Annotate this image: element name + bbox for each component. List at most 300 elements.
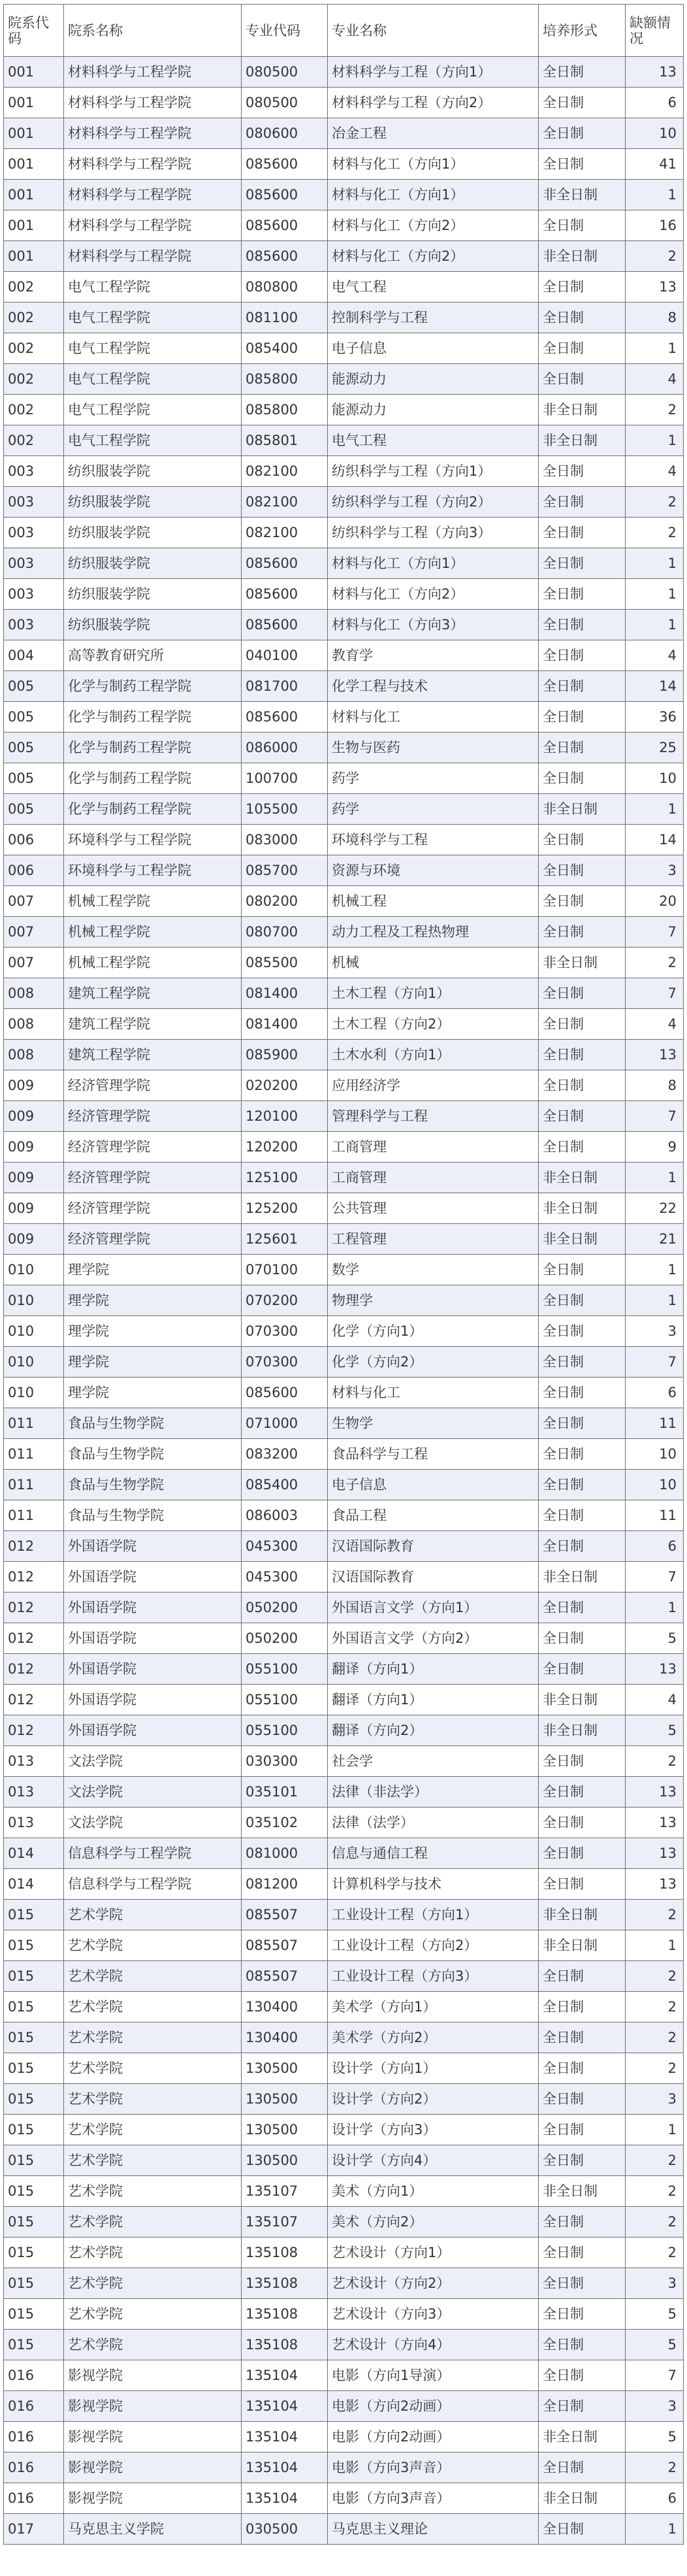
vacancy-cell: 7 [626,978,684,1009]
dept-code-cell: 002 [4,303,64,333]
dept-code-cell: 003 [4,579,64,610]
table-row [4,241,684,272]
study-mode-cell: 全日制 [539,2023,626,2053]
vacancy-cell: 2 [626,2145,684,2176]
study-mode-cell: 非全日制 [539,180,626,210]
study-mode-cell: 非全日制 [539,241,626,272]
major-name-cell: 电影（方向3声音） [328,2452,539,2483]
major-code-cell: 085600 [242,579,328,610]
major-code-cell: 135104 [242,2360,328,2391]
study-mode-cell: 全日制 [539,1654,626,1685]
vacancy-cell: 41 [626,149,684,180]
major-name-cell: 生物学 [328,1408,539,1439]
vacancy-cell: 2 [626,2207,684,2237]
dept-name-cell: 化学与制药工程学院 [64,671,242,702]
dept-code-cell: 002 [4,425,64,456]
dept-name-cell: 理学院 [64,1316,242,1347]
dept-name-cell: 艺术学院 [64,2207,242,2237]
study-mode-cell: 全日制 [539,671,626,702]
dept-code-cell: 015 [4,2145,64,2176]
table-row [4,456,684,487]
table-row [4,1040,684,1070]
study-mode-cell: 全日制 [539,1961,626,1992]
study-mode-cell: 非全日制 [539,2483,626,2514]
table-row [4,1593,684,1623]
major-code-cell: 045300 [242,1531,328,1562]
major-code-cell: 135104 [242,2483,328,2514]
dept-name-cell: 电气工程学院 [64,303,242,333]
table-row [4,579,684,610]
table-row [4,1255,684,1285]
vacancy-cell: 2 [626,1992,684,2023]
major-code-cell: 085400 [242,1470,328,1500]
major-name-cell: 食品工程 [328,1500,539,1531]
dept-name-cell: 建筑工程学院 [64,1009,242,1040]
vacancy-cell: 6 [626,2483,684,2514]
dept-name-cell: 影视学院 [64,2422,242,2452]
major-name-cell: 法律（法学） [328,1808,539,1838]
vacancy-cell: 8 [626,1070,684,1101]
study-mode-cell: 全日制 [539,1347,626,1378]
major-code-cell: 050200 [242,1593,328,1623]
dept-code-cell: 017 [4,2514,64,2545]
major-code-cell: 081100 [242,303,328,333]
major-name-cell: 美术（方向2） [328,2207,539,2237]
vacancy-cell: 13 [626,57,684,88]
major-name-cell: 数学 [328,1255,539,1285]
major-code-cell: 030300 [242,1746,328,1777]
dept-code-cell: 001 [4,210,64,241]
vacancy-cell: 13 [626,1808,684,1838]
dept-code-cell: 015 [4,2268,64,2299]
table-row [4,364,684,395]
major-name-cell: 外国语言文学（方向1） [328,1593,539,1623]
major-code-cell: 085600 [242,180,328,210]
major-name-cell: 电气工程 [328,425,539,456]
vacancy-cell: 10 [626,118,684,149]
major-name-cell: 翻译（方向1） [328,1654,539,1685]
study-mode-cell: 全日制 [539,1316,626,1347]
dept-code-cell: 001 [4,180,64,210]
study-mode-cell: 全日制 [539,917,626,948]
dept-name-cell: 影视学院 [64,2483,242,2514]
major-name-cell: 药学 [328,763,539,794]
major-code-cell: 045300 [242,1562,328,1593]
dept-code-cell: 003 [4,456,64,487]
major-name-cell: 美术（方向1） [328,2176,539,2207]
vacancy-cell: 2 [626,948,684,978]
table-row [4,2145,684,2176]
major-name-cell: 食品科学与工程 [328,1439,539,1470]
vacancy-cell: 36 [626,702,684,733]
study-mode-cell: 非全日制 [539,1930,626,1961]
vacancy-cell: 2 [626,2176,684,2207]
dept-code-cell: 002 [4,364,64,395]
major-code-cell: 085600 [242,548,328,579]
table-body [4,57,684,2545]
vacancy-cell: 1 [626,794,684,825]
vacancy-cell: 1 [626,1255,684,1285]
major-code-cell: 085600 [242,210,328,241]
vacancy-cell: 2 [626,1900,684,1930]
vacancy-cell: 10 [626,1439,684,1470]
table-row [4,978,684,1009]
dept-name-cell: 艺术学院 [64,1930,242,1961]
study-mode-cell: 全日制 [539,1070,626,1101]
study-mode-cell: 全日制 [539,1500,626,1531]
dept-code-cell: 003 [4,548,64,579]
major-name-cell: 计算机科学与技术 [328,1869,539,1900]
dept-code-cell: 007 [4,886,64,917]
major-code-cell: 080800 [242,272,328,303]
major-code-cell: 130500 [242,2084,328,2115]
table-row [4,855,684,886]
vacancy-cell: 20 [626,886,684,917]
major-code-cell: 083200 [242,1439,328,1470]
vacancy-cell: 5 [626,2330,684,2360]
table-row [4,2115,684,2145]
dept-name-cell: 文法学院 [64,1808,242,1838]
dept-code-cell: 009 [4,1163,64,1193]
study-mode-cell: 全日制 [539,2330,626,2360]
study-mode-cell: 全日制 [539,149,626,180]
major-name-cell: 电气工程 [328,272,539,303]
dept-code-cell: 007 [4,948,64,978]
dept-code-cell: 015 [4,2330,64,2360]
vacancy-cell: 13 [626,1838,684,1869]
header-dept-code: 院系代码 [4,5,64,57]
dept-code-cell: 008 [4,978,64,1009]
vacancy-cell: 1 [626,180,684,210]
major-name-cell: 法律（非法学） [328,1777,539,1808]
major-code-cell: 085400 [242,333,328,364]
major-code-cell: 085700 [242,855,328,886]
study-mode-cell: 全日制 [539,1593,626,1623]
table-row [4,2391,684,2422]
dept-name-cell: 艺术学院 [64,2176,242,2207]
vacancy-cell: 2 [626,1746,684,1777]
major-name-cell: 艺术设计（方向4） [328,2330,539,2360]
study-mode-cell: 全日制 [539,2391,626,2422]
vacancy-cell: 4 [626,1685,684,1715]
major-code-cell: 105500 [242,794,328,825]
study-mode-cell: 全日制 [539,2237,626,2268]
table-row [4,1808,684,1838]
major-code-cell: 085600 [242,702,328,733]
table-row [4,2422,684,2452]
dept-name-cell: 高等教育研究所 [64,640,242,671]
major-code-cell: 130500 [242,2145,328,2176]
major-code-cell: 135108 [242,2330,328,2360]
study-mode-cell: 全日制 [539,886,626,917]
study-mode-cell: 全日制 [539,2299,626,2330]
dept-code-cell: 009 [4,1193,64,1224]
dept-code-cell: 012 [4,1623,64,1654]
major-code-cell: 085507 [242,1900,328,1930]
header-major-code: 专业代码 [242,5,328,57]
dept-name-cell: 艺术学院 [64,2330,242,2360]
study-mode-cell: 全日制 [539,1040,626,1070]
major-name-cell: 化学（方向2） [328,1347,539,1378]
major-name-cell: 设计学（方向1） [328,2053,539,2084]
vacancy-cell: 1 [626,425,684,456]
major-code-cell: 125100 [242,1163,328,1193]
dept-code-cell: 005 [4,763,64,794]
major-name-cell: 纺织科学与工程（方向1） [328,456,539,487]
table-row [4,1654,684,1685]
dept-name-cell: 外国语学院 [64,1654,242,1685]
major-code-cell: 081000 [242,1838,328,1869]
dept-name-cell: 纺织服装学院 [64,456,242,487]
dept-name-cell: 经济管理学院 [64,1101,242,1132]
dept-name-cell: 理学院 [64,1285,242,1316]
table-row [4,1193,684,1224]
table-row [4,2237,684,2268]
major-code-cell: 135108 [242,2237,328,2268]
vacancy-cell: 1 [626,579,684,610]
study-mode-cell: 全日制 [539,702,626,733]
dept-name-cell: 外国语学院 [64,1685,242,1715]
dept-code-cell: 005 [4,794,64,825]
major-code-cell: 055100 [242,1654,328,1685]
major-code-cell: 082100 [242,487,328,518]
dept-name-cell: 纺织服装学院 [64,579,242,610]
table-row [4,1900,684,1930]
vacancy-cell: 25 [626,733,684,763]
vacancy-cell: 3 [626,2268,684,2299]
study-mode-cell: 非全日制 [539,1224,626,1255]
vacancy-cell: 4 [626,640,684,671]
vacancy-cell: 13 [626,1654,684,1685]
major-name-cell: 药学 [328,794,539,825]
table-row [4,1930,684,1961]
study-mode-cell: 全日制 [539,57,626,88]
vacancy-cell: 14 [626,671,684,702]
dept-name-cell: 外国语学院 [64,1623,242,1654]
vacancy-cell: 2 [626,2237,684,2268]
major-name-cell: 能源动力 [328,364,539,395]
dept-code-cell: 010 [4,1378,64,1408]
study-mode-cell: 全日制 [539,487,626,518]
study-mode-cell: 全日制 [539,1777,626,1808]
major-code-cell: 020200 [242,1070,328,1101]
table-row [4,1531,684,1562]
study-mode-cell: 全日制 [539,1439,626,1470]
study-mode-cell: 全日制 [539,610,626,640]
vacancy-cell: 2 [626,1961,684,1992]
table-row [4,886,684,917]
major-name-cell: 土木工程（方向1） [328,978,539,1009]
major-name-cell: 设计学（方向4） [328,2145,539,2176]
dept-name-cell: 经济管理学院 [64,1163,242,1193]
table-row [4,733,684,763]
major-code-cell: 135108 [242,2268,328,2299]
table-row [4,548,684,579]
dept-name-cell: 经济管理学院 [64,1132,242,1163]
table-row [4,2084,684,2115]
header-major-name: 专业名称 [328,5,539,57]
major-name-cell: 材料科学与工程（方向1） [328,57,539,88]
study-mode-cell: 非全日制 [539,1193,626,1224]
table-row [4,1163,684,1193]
vacancy-cell: 3 [626,2391,684,2422]
major-code-cell: 135108 [242,2299,328,2330]
dept-name-cell: 电气工程学院 [64,364,242,395]
dept-code-cell: 015 [4,2023,64,2053]
study-mode-cell: 全日制 [539,1009,626,1040]
major-code-cell: 100700 [242,763,328,794]
dept-name-cell: 纺织服装学院 [64,487,242,518]
major-name-cell: 马克思主义理论 [328,2514,539,2545]
vacancy-cell: 7 [626,1562,684,1593]
major-name-cell: 电影（方向2动画） [328,2391,539,2422]
major-name-cell: 生物与医药 [328,733,539,763]
vacancy-cell: 7 [626,2360,684,2391]
dept-name-cell: 艺术学院 [64,2115,242,2145]
study-mode-cell: 全日制 [539,1623,626,1654]
vacancy-cell: 2 [626,487,684,518]
major-code-cell: 081400 [242,1009,328,1040]
dept-code-cell: 009 [4,1224,64,1255]
study-mode-cell: 全日制 [539,1869,626,1900]
major-code-cell: 070200 [242,1285,328,1316]
study-mode-cell: 全日制 [539,2115,626,2145]
study-mode-cell: 非全日制 [539,948,626,978]
table-row [4,1869,684,1900]
vacancy-cell: 2 [626,2452,684,2483]
dept-name-cell: 食品与生物学院 [64,1439,242,1470]
major-code-cell: 085600 [242,610,328,640]
dept-name-cell: 经济管理学院 [64,1193,242,1224]
vacancy-cell: 3 [626,1316,684,1347]
table-row [4,1500,684,1531]
dept-code-cell: 014 [4,1869,64,1900]
dept-name-cell: 电气工程学院 [64,272,242,303]
major-code-cell: 081200 [242,1869,328,1900]
major-code-cell: 040100 [242,640,328,671]
vacancy-cell: 4 [626,364,684,395]
vacancy-cell: 5 [626,2299,684,2330]
table-row [4,2514,684,2545]
dept-code-cell: 010 [4,1347,64,1378]
major-name-cell: 电子信息 [328,333,539,364]
major-name-cell: 材料与化工 [328,1378,539,1408]
dept-code-cell: 015 [4,2176,64,2207]
dept-code-cell: 005 [4,671,64,702]
study-mode-cell: 全日制 [539,1101,626,1132]
study-mode-cell: 非全日制 [539,1900,626,1930]
dept-code-cell: 013 [4,1777,64,1808]
dept-code-cell: 015 [4,1900,64,1930]
study-mode-cell: 非全日制 [539,1163,626,1193]
dept-name-cell: 外国语学院 [64,1531,242,1562]
dept-code-cell: 006 [4,825,64,855]
dept-code-cell: 005 [4,702,64,733]
dept-code-cell: 002 [4,395,64,425]
study-mode-cell: 全日制 [539,210,626,241]
major-code-cell: 086003 [242,1500,328,1531]
vacancy-cell: 7 [626,1101,684,1132]
study-mode-cell: 非全日制 [539,1685,626,1715]
dept-name-cell: 艺术学院 [64,2268,242,2299]
vacancy-cell: 10 [626,763,684,794]
dept-code-cell: 015 [4,2115,64,2145]
dept-code-cell: 015 [4,2299,64,2330]
dept-name-cell: 文法学院 [64,1746,242,1777]
dept-name-cell: 艺术学院 [64,1992,242,2023]
dept-code-cell: 015 [4,2053,64,2084]
dept-code-cell: 012 [4,1715,64,1746]
major-name-cell: 材料与化工（方向1） [328,180,539,210]
vacancy-cell: 9 [626,1132,684,1163]
major-code-cell: 085900 [242,1040,328,1070]
dept-name-cell: 艺术学院 [64,1900,242,1930]
study-mode-cell: 全日制 [539,1285,626,1316]
study-mode-cell: 全日制 [539,518,626,548]
table-row [4,1408,684,1439]
study-mode-cell: 全日制 [539,548,626,579]
major-code-cell: 070300 [242,1347,328,1378]
major-code-cell: 081400 [242,978,328,1009]
dept-code-cell: 010 [4,1255,64,1285]
major-code-cell: 085600 [242,241,328,272]
study-mode-cell: 全日制 [539,2207,626,2237]
major-code-cell: 130400 [242,1992,328,2023]
table-row [4,1623,684,1654]
dept-code-cell: 012 [4,1531,64,1562]
major-name-cell: 环境科学与工程 [328,825,539,855]
study-mode-cell: 全日制 [539,333,626,364]
dept-name-cell: 材料科学与工程学院 [64,210,242,241]
study-mode-cell: 非全日制 [539,1715,626,1746]
major-name-cell: 艺术设计（方向2） [328,2268,539,2299]
major-name-cell: 材料与化工（方向2） [328,241,539,272]
table-row [4,763,684,794]
major-code-cell: 135104 [242,2452,328,2483]
table-row [4,333,684,364]
study-mode-cell: 全日制 [539,733,626,763]
dept-name-cell: 食品与生物学院 [64,1408,242,1439]
study-mode-cell: 全日制 [539,2514,626,2545]
dept-code-cell: 016 [4,2391,64,2422]
major-name-cell: 材料与化工 [328,702,539,733]
major-name-cell: 材料与化工（方向2） [328,210,539,241]
major-name-cell: 土木工程（方向2） [328,1009,539,1040]
major-code-cell: 035101 [242,1777,328,1808]
table-row [4,272,684,303]
table-row [4,1470,684,1500]
vacancy-cell: 8 [626,303,684,333]
major-name-cell: 材料与化工（方向1） [328,149,539,180]
dept-name-cell: 外国语学院 [64,1715,242,1746]
major-code-cell: 055100 [242,1685,328,1715]
vacancy-cell: 1 [626,1285,684,1316]
table-row [4,1378,684,1408]
study-mode-cell: 全日制 [539,118,626,149]
vacancy-cell: 22 [626,1193,684,1224]
table-row [4,2483,684,2514]
study-mode-cell: 全日制 [539,2452,626,2483]
dept-name-cell: 环境科学与工程学院 [64,855,242,886]
major-name-cell: 能源动力 [328,395,539,425]
study-mode-cell: 全日制 [539,1746,626,1777]
major-name-cell: 教育学 [328,640,539,671]
dept-code-cell: 003 [4,518,64,548]
major-name-cell: 材料与化工（方向2） [328,579,539,610]
table-row [4,1838,684,1869]
major-name-cell: 艺术设计（方向3） [328,2299,539,2330]
study-mode-cell: 非全日制 [539,1562,626,1593]
